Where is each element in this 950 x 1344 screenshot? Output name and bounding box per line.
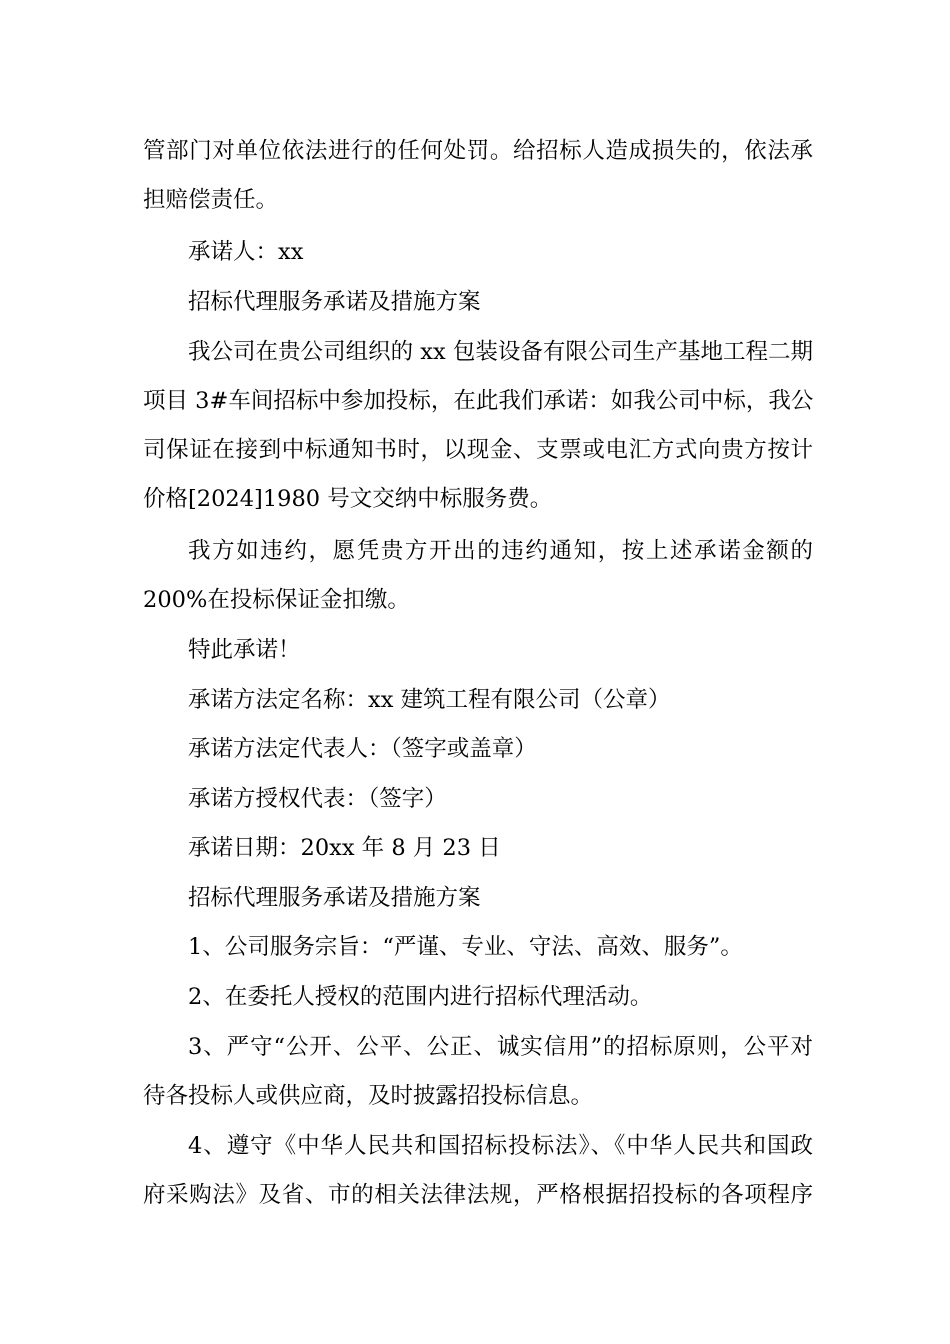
date-field: 承诺日期：20xx 年 8 月 23 日 [188, 835, 501, 861]
signature-field: 承诺方授权代表：（签字） [188, 786, 447, 812]
list-item: 1、公司服务宗旨：“严谨、专业、守法、高效、服务”。 [188, 934, 743, 960]
paragraph-line: 司保证在接到中标通知书时，以现金、支票或电汇方式向贵方按计 [143, 437, 813, 463]
list-item-continuation: 府采购法》及省、市的相关法律法规，严格根据招投标的各项程序 [143, 1182, 813, 1208]
signature-field: 承诺方法定代表人：（签字或盖章） [188, 736, 537, 762]
section-heading: 招标代理服务承诺及措施方案 [188, 885, 481, 911]
paragraph-line: 我公司在贵公司组织的 xx 包装设备有限公司生产基地工程二期 [188, 339, 813, 365]
section-heading: 招标代理服务承诺及措施方案 [188, 289, 481, 315]
list-item: 4、遵守《中华人民共和国招标投标法》、《中华人民共和国政 [188, 1133, 813, 1159]
paragraph-line: 项目 3#车间招标中参加投标，在此我们承诺：如我公司中标，我公 [143, 388, 813, 414]
paragraph-line: 价格[2024]1980 号文交纳中标服务费。 [143, 486, 553, 512]
paragraph-line: 200%在投标保证金扣缴。 [143, 587, 410, 613]
list-item: 3、严守“公开、公平、公正、诚实信用”的招标原则，公平对 [188, 1034, 813, 1060]
signature-field: 承诺方法定名称：xx 建筑工程有限公司（公章） [188, 687, 671, 713]
list-item-continuation: 待各投标人或供应商，及时披露招投标信息。 [143, 1083, 594, 1109]
list-item: 2、在委托人授权的范围内进行招标代理活动。 [188, 984, 653, 1010]
paragraph-line: 管部门对单位依法进行的任何处罚。给招标人造成损失的，依法承 [143, 138, 813, 164]
paragraph-line: 担赔偿责任。 [143, 187, 279, 213]
paragraph-line: 我方如违约，愿凭贵方开出的违约通知，按上述承诺金额的 [188, 538, 813, 564]
closing-line: 特此承诺！ [188, 637, 301, 663]
signatory-line: 承诺人：xx [188, 239, 304, 265]
